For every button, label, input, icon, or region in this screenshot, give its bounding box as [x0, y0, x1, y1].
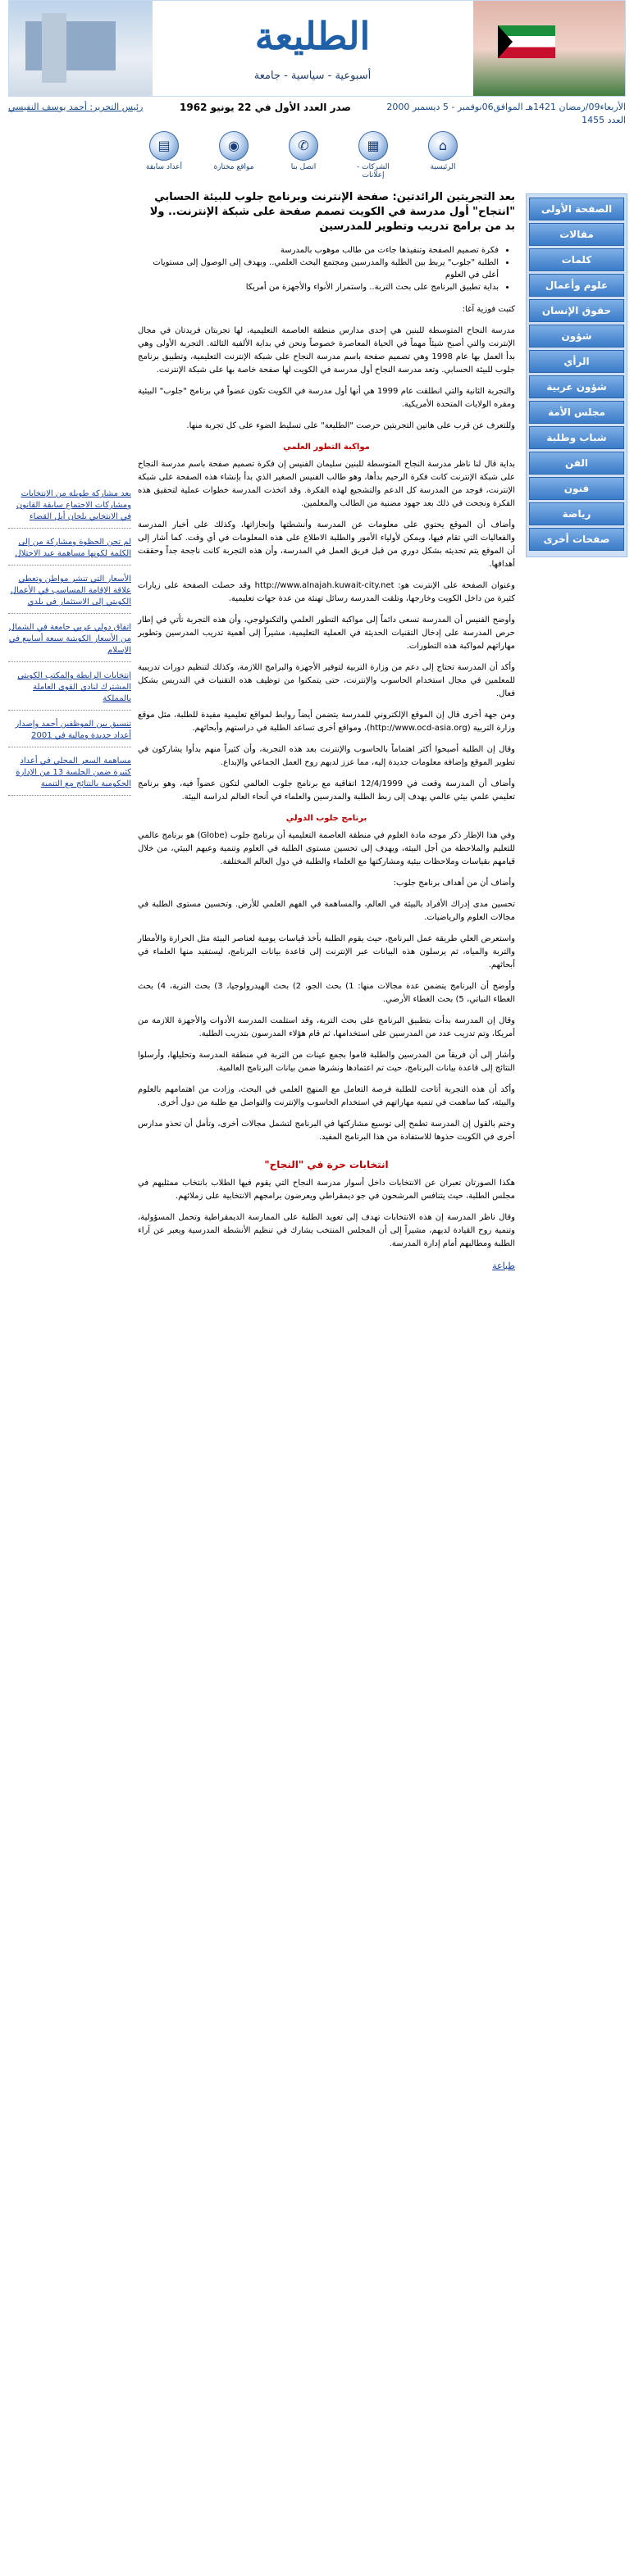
headline-link[interactable]: مساهمة السعر المحلي في أعداد كثيرة ضمن الجلسة 13 من الإدارة الحكومية بالنتائج مع التنمية: [8, 756, 131, 796]
headline-links-column: [8, 488, 131, 804]
article-paragraph: مدرسة النجاح المتوسطة للبنين هي إحدى مدارس منطقة العاصمة التعليمية، لها تجربتان فريدتان في مجال الإنترنت والتي أصبح شيئاً مهماً في الحياة المعاصرة خصوصاً ونحن في بداية الألفية الثالثة. التجربة الأولى وهي بدأ العمل بها عام 1998 وهي تصميم صفحة باسم مدرسة النجاح على شبكة الإنترنت التعليمية، وتطبيق برنامج جلوب للبيئة الحسابي. وتعد مدرسة النجاح أول مدرسة في الكويت لها صفحة خاصة بها على شبكة الإنترنت.: [138, 326, 515, 375]
highlight-item: • الطلبة "جلوب" يربط بين الطلبة والمدرسين ومجتمع البحث العلمي.. وبهدف إلى الوصول إلى مستويات أعلى في العلوم: [138, 257, 499, 281]
globe-icon: ◉: [219, 131, 249, 161]
phone-icon: ✆: [289, 131, 318, 161]
headline-link[interactable]: اتفاق دولي عربي جامعة في الشمال من الأسعار الكويتية سبعة أسابيع في الإسلام: [8, 622, 131, 662]
nav-archive-label: أعداد سابقة: [145, 163, 183, 171]
sidebar-item-words[interactable]: كلمات: [529, 248, 624, 271]
section-sidebar: [526, 193, 627, 557]
nav-links-label: مواقع مختارة: [213, 163, 254, 171]
icon-navigation: [139, 131, 468, 180]
nav-contact[interactable]: [279, 131, 328, 180]
article-paragraph: وللتعرف عن قرب على هاتين التجربتين حرصت "الطليعة" على تسليط الضوء على كل تجربة منها.: [186, 421, 515, 430]
headline-link[interactable]: لم تحن الحظوة ومشاركة من إلى الكلمة لكونها مساهمة عبد الاحتلال: [8, 537, 131, 566]
nav-home[interactable]: [418, 131, 468, 180]
headline-link[interactable]: تنسيق بين الموظفين أحمد وإصدار أعداد جديدة ومالية في 2001: [8, 719, 131, 747]
sidebar-item-front-page[interactable]: الصفحة الأولى: [529, 198, 624, 220]
article-paragraph: وعنوان الصفحة على الإنترنت هو: http://www.alnajah.kuwait-city.net وقد حصلت الصفحة على زيارات كثيرة من داخل الكويت وخارجها، وتلقت المدرسة رسائل تهنئة من عدة جهات تعليمية.: [138, 581, 515, 603]
tower-shape: [42, 13, 66, 83]
main-article: [138, 190, 515, 1271]
article-paragraph: هكذا الصورتان تعبران عن الانتخابات داخل أسوار مدرسة النجاح التي يقوم فيها الطلاب بانتخاب ممثليهم في مجلس الطلبة، حيث يتنافس المرشحون في جو ديمقراطي ويعرضون برامجهم الانتخابية على زملائهم.: [138, 1179, 515, 1201]
article-paragraph: وقال ناظر المدرسة إن هذه الانتخابات تهدف إلى تعويد الطلبة على الممارسة الديمقراطية وتحمل المسؤولية، وتنمية روح القيادة لديهم، مشيراً إلى أن المجلس المنتخب يشارك في تنظيم الأنشطة المدرسية ويعبر عن آراء الطلبة ومطالبهم أمام إدارة المدرسة.: [138, 1213, 515, 1248]
article-paragraph: وقال إن الطلبة أصبحوا أكثر اهتماماً بالحاسوب والإنترنت بعد هذه التجربة، وأن كثيراً منهم بدأوا يشاركون في تطوير الموقع وإضافة معلومات جديدة إليه، مما عزز لديهم روح العمل الجماعي والإبداع.: [138, 745, 515, 767]
article-paragraph: وقال إن المدرسة بدأت بتطبيق البرنامج على بحث التربة، وقد استلمت المدرسة الأدوات والأجهزة اللازمة من أمريكا، وتم تدريب عدد من المدرسين على استخدامها، ثم قام هؤلاء المدرسون بتدريب الطلبة.: [138, 1016, 515, 1038]
dateline: الأربعاء09/رمضان 1421هـ الموافق06نوفمبر - 5 ديسمبر 2000: [386, 102, 626, 112]
issue-number: العدد 1455: [582, 115, 626, 125]
article-paragraph: واستعرض العلي طريقة عمل البرنامج، حيث يقوم الطلبة بأخذ قياسات يومية لعناصر البيئة مثل الحرارة والأمطار والتربة والمياه، ثم يرسلون هذه البيانات عبر الإنترنت إلى قاعدة بيانات البرنامج، ليستفيد منها العلماء في أبحاثهم.: [138, 934, 515, 970]
building-icon: ▦: [358, 131, 388, 161]
sidebar-item-other-pages[interactable]: صفحات أخرى: [529, 528, 624, 551]
home-icon: ⌂: [428, 131, 458, 161]
kuwait-flag-icon: [498, 25, 555, 58]
info-row: [8, 98, 626, 129]
article-paragraph: وأضاف أن الموقع يحتوي على معلومات عن المدرسة وأنشطتها وإنجازاتها، وكذلك على أخبار المدرسة والفعاليات التي تقام فيها، ويمكن لأولياء الأمور والطلبة الاطلاع على هذه المعلومات في أي وقت. كما أشار إلى أن الموقع يتم تحديثه بشكل دوري من قبل فريق العمل في المدرسة، وأن هذه التجربة كانت ناجحة جداً وحققت أهدافها.: [138, 520, 515, 569]
sidebar-item-youth-students[interactable]: شباب وطلبة: [529, 426, 624, 449]
sidebar-item-human-rights[interactable]: حقوق الإنسان: [529, 299, 624, 322]
first-issue-note: صدر العدد الأول في 22 يونيو 1962: [180, 102, 351, 113]
sidebar-item-opinion[interactable]: الرأي: [529, 350, 624, 373]
banner-flag-photo: [473, 1, 625, 97]
headline-link[interactable]: بعد مشاركة طويلة من الإنتخابات ومشاركات الاجتماع سابقة القانون في الانتخابي بلجان أبل القضاء: [8, 488, 131, 529]
nav-archive[interactable]: [139, 131, 189, 180]
sidebar-item-art[interactable]: الفن: [529, 452, 624, 475]
nav-companies[interactable]: [349, 131, 398, 180]
header-banner: [8, 0, 626, 97]
highlight-item: • فكرة تصميم الصفحة وتنفيذها جاءت من طالب موهوب بالمدرسة: [138, 244, 499, 257]
banner-building-photo: [9, 1, 153, 97]
site-tagline: أسبوعية - سياسية - جامعة: [253, 70, 372, 82]
article-paragraph: والتجربة الثانية والتي انطلقت عام 1999 هي أنها أول مدرسة في الكويت تكون عضواً في برنامج "جلوب" البيئية ومقره الولايات المتحدة الأمريكية.: [138, 387, 515, 409]
article-paragraph: ومن جهة أخرى قال إن الموقع الإلكتروني للمدرسة يتضمن أيضاً روابط لمواقع تعليمية مفيدة للطلبة، مثل موقع وزارة التربية (http://www.ocd-asia.org)، ومواقع أخرى تساعد الطلبة في دراستهم وأبحاثهم.: [138, 711, 515, 733]
article-paragraph: وأضاف أن من أهداف برنامج جلوب:: [393, 879, 515, 888]
headline-link[interactable]: الأسعار التي تنشر مواطن وتعطي علاقة الإقامة المساسب في الأعمال الكويتي إلى الاستثمار في بلدي: [8, 574, 131, 614]
sidebar-item-science-business[interactable]: علوم وأعمال: [529, 274, 624, 297]
article-paragraph: وأضاف أن المدرسة وقعت في 12/4/1999 اتفاقية مع برنامج جلوب العالمي لتكون عضواً فيه، وهو برنامج تعليمي علمي بيئي عالمي يهدف إلى ربط الطلبة والمدرسين والعلماء في أنحاء العالم لدراسة البيئة.: [138, 779, 515, 802]
article-paragraph: تحسين مدى إدراك الأفراد بالبيئة في العالم، والمساهمة في الفهم العلمي للأرض. وتحسين مستوى الطلبة في مجالات العلوم والرياضيات.: [138, 900, 515, 922]
headline-link[interactable]: إنتخابات الرابطة والمكتب الكويتي المشترك لنادي القوى العاملة بالمملكة: [8, 670, 131, 711]
sidebar-item-parliament[interactable]: مجلس الأمة: [529, 401, 624, 424]
sidebar-item-affairs[interactable]: شؤون: [529, 325, 624, 348]
building-shape: [25, 21, 116, 70]
sidebar-item-sports[interactable]: رياضة: [529, 502, 624, 525]
nav-contact-label: اتصل بنا: [290, 163, 317, 171]
article-paragraph: وختم بالقول إن المدرسة تطمح إلى توسيع مشاركتها في البرنامج لتشمل مجالات أخرى، وتأمل أن تحذو مدارس أخرى في الكويت حذوها للاستفادة من هذا البرنامج المفيد.: [138, 1120, 515, 1142]
article-byline: كتبت فوزية آغا:: [462, 305, 515, 314]
article-paragraph: وأوضح الفنيس أن المدرسة تسعى دائماً إلى مواكبة التطور العلمي والتكنولوجي، وأن هذه التجربة تأتي في إطار حرص المدرسة على إدخال التقنيات الحديثة في العملية التعليمية، مشيراً إلى أهمية تدريب المدرسين وتطوير مهاراتهم لمواكبة هذه التطورات.: [138, 616, 515, 651]
site-logo[interactable]: الطليعة: [254, 14, 371, 58]
article-highlights: [138, 244, 515, 293]
article-paragraph: وأشار إلى أن فريقاً من المدرسين والطلبة قاموا بجمع عينات من التربة في منطقة المدرسة وتحليلها، وأرسلوا النتائج إلى قاعدة بيانات البرنامج، حيث تم اعتمادها ونشرها ضمن بيانات البرنامج العالمية.: [138, 1051, 515, 1073]
section-heading: مواكبة التطور العلمي: [283, 443, 370, 452]
article-paragraph: وفي هذا الإطار ذكر موجه مادة العلوم في منطقة العاصمة التعليمية أن برنامج جلوب (Globe) هو برنامج عالمي للتعليم والملاحظة من أجل البيئة، ويهدف إلى تحسين مستوى الطلبة في العلوم وتنمية وعيهم البيئي، من خلال قيامهم بقياسات وملاحظات بيئية ومشاركتها مع العلماء والطلبة في دول العالم المختلفة.: [138, 831, 515, 866]
nav-home-label: الرئيسية: [430, 163, 456, 171]
sidebar-item-arts[interactable]: فنون: [529, 477, 624, 500]
archive-icon: ▤: [149, 131, 179, 161]
article-title: بعد التجريتين الرائدتين: صفحة الإنترنت وبرنامج جلوب للبيئة الحسابي "انتجاح" أول مدرسة في الكويت تصمم صفحة على شبكة الإنترنت.. ولا بد من برامج تدريب وتطوير للمدرسين: [149, 191, 515, 233]
section-heading: برنامج جلوب الدولي: [285, 814, 367, 823]
article-paragraph: وأكد أن هذه التجربة أتاحت للطلبة فرصة التعامل مع المنهج العلمي في البحث، وزادت من اهتمامهم بالعلوم والبيئة، كما ساهمت في تنمية مهاراتهم في استخدام الحاسوب والإنترنت والتواصل مع طلبة من دول أخرى.: [138, 1085, 515, 1107]
nav-companies-label: الشركات - إعلانات: [357, 163, 390, 179]
article-paragraph: بداية قال لنا ناظر مدرسة النجاح المتوسطة للبنين سليمان الفنيس إن فكرة تصميم صفحة باسم مدرسة النجاح على شبكة الإنترنت كانت فكرة الرحيم بدأها، وهو طالب الفنيس الصغير الذي بدأ بإنشاء هذه الصفحة على شبكة الإنترنت، فوجد من المدرسة كل الدعم والتشجيع لهذه الفكرة. وقد اتخذت المدرسة خطوات عملية لتحقيق هذه الفكرة ونجحت في ذلك بعد جهود مضنية من الطالب والمعلمين.: [138, 460, 515, 508]
editor-in-chief-link[interactable]: رئيس التحرير: أحمد يوسف النفيسي: [8, 102, 144, 112]
highlight-item: • بداية تطبيق البرنامج على بحث التربة.. واستمرار الأنواء والأجهزة من أمريكا: [138, 281, 499, 293]
article-paragraph: وأوضح أن البرنامج يتضمن عدة مجالات منها: 1) بحث الجو، 2) بحث الهيدرولوجيا، 3) بحث التربة، 4) بحث الغطاء النباتي، 5) بحث الغطاء الأرضي.: [138, 982, 515, 1004]
nav-links[interactable]: [209, 131, 258, 180]
print-link[interactable]: طباعة: [492, 1261, 515, 1271]
sidebar-item-arab-affairs[interactable]: شؤون عربية: [529, 375, 624, 398]
section-heading: انتخابات حرة في "النجاح": [264, 1159, 389, 1170]
article-paragraph: وأكد أن المدرسة تحتاج إلى دعم من وزارة التربية لتوفير الأجهزة والبرامج اللازمة، وكذلك لتنظيم دورات تدريبية للمعلمين في مجال استخدام الحاسوب والإنترنت، حتى يتمكنوا من توظيف هذه التقنيات في التدريس بشكل فعال.: [138, 663, 515, 698]
sidebar-item-articles[interactable]: مقالات: [529, 223, 624, 246]
